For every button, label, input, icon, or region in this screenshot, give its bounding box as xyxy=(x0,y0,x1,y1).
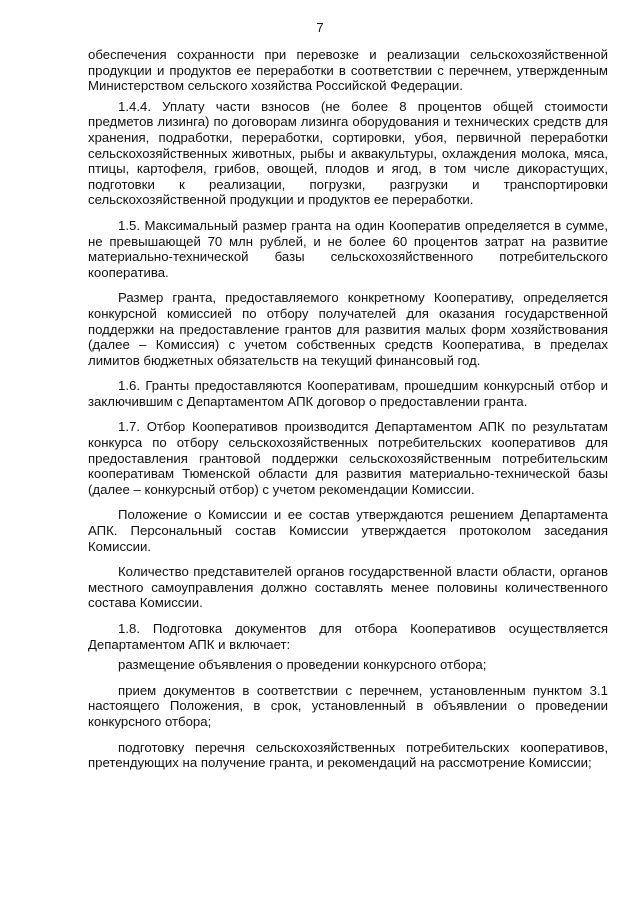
paragraph-1-7: 1.7. Отбор Кооперативов производится Департаментом АПК по результатам конкурса по отбору сельскохозяйственных потребительских кооперативов для предоставления грантовой поддержки сельскохозяйственным потребительским кооперативам Тюменской области для развития материально-технической базы (далее – конкурсный отбор) с учетом рекомендации Комиссии. xyxy=(88,419,608,497)
list-item-announcement: размещение объявления о проведении конкурсного отбора; xyxy=(118,657,487,673)
paragraph-continuation: обеспечения сохранности при перевозке и реализации сельскохозяйственной продукции и продуктов ее переработки в соответствии с перечнем, утвержденным Министерством сельского хозяйства Российской Федерации. xyxy=(88,47,608,94)
list-item-candidate-list: подготовку перечня сельскохозяйственных потребительских кооперативов, претендующих на получение гранта, и рекомендаций на рассмотрение Комиссии; xyxy=(88,739,608,771)
paragraph-grant-size: Размер гранта, предоставляемого конкретному Кооперативу, определяется конкурсной комиссией по отбору получателей для оказания государственной поддержки на предоставление грантов для развития малых форм хозяйствования (далее – Комиссия) с учетом собственных средств Кооператива, в пределах лимитов бюджетных обязательств на текущий финансовый год. xyxy=(88,290,608,368)
paragraph-commission-composition: Количество представителей органов государственной власти области, органов местного самоуправления должно составлять менее половины количественного состава Комиссии. xyxy=(88,564,608,611)
document-body xyxy=(88,47,608,776)
paragraph-1-6: 1.6. Гранты предоставляются Кооперативам, прошедшим конкурсный отбор и заключившим с Департаментом АПК договор о предоставлении гранта. xyxy=(88,378,608,409)
paragraph-commission-regulation: Положение о Комиссии и ее состав утверждаются решением Департамента АПК. Персональный состав Комиссии утверждается протоколом заседания Комиссии. xyxy=(88,507,608,554)
list-item-document-intake: прием документов в соответствии с перечнем, установленным пунктом 3.1 настоящего Положения, в срок, установленный в объявлении о проведении конкурсного отбора; xyxy=(88,682,608,729)
paragraph-1-5: 1.5. Максимальный размер гранта на один Кооператив определяется в сумме, не превышающей 70 млн рублей, и не более 60 процентов затрат на развитие материально-технической базы сельскохозяйственного потребительского кооператива. xyxy=(88,217,608,280)
paragraph-1-4-4: 1.4.4. Уплату части взносов (не более 8 процентов общей стоимости предметов лизинга) по договорам лизинга оборудования и технических средств для хранения, подработки, переработки, сортировки, убоя, первичной переработки сельскохозяйственных животных, рыбы и аквакультуры, охлаждения молока, мяса, птицы, картофеля, грибов, овощей, плодов и ягод, в том числе дикорастущих, подготовки к реализации, погрузки, разгрузки и транспортировки сельскохозяйственной продукции и продуктов ее переработки. xyxy=(88,98,608,208)
paragraph-1-8: 1.8. Подготовка документов для отбора Кооперативов осуществляется Департаментом АПК и включает: xyxy=(88,621,608,652)
page-number: 7 xyxy=(316,20,324,35)
